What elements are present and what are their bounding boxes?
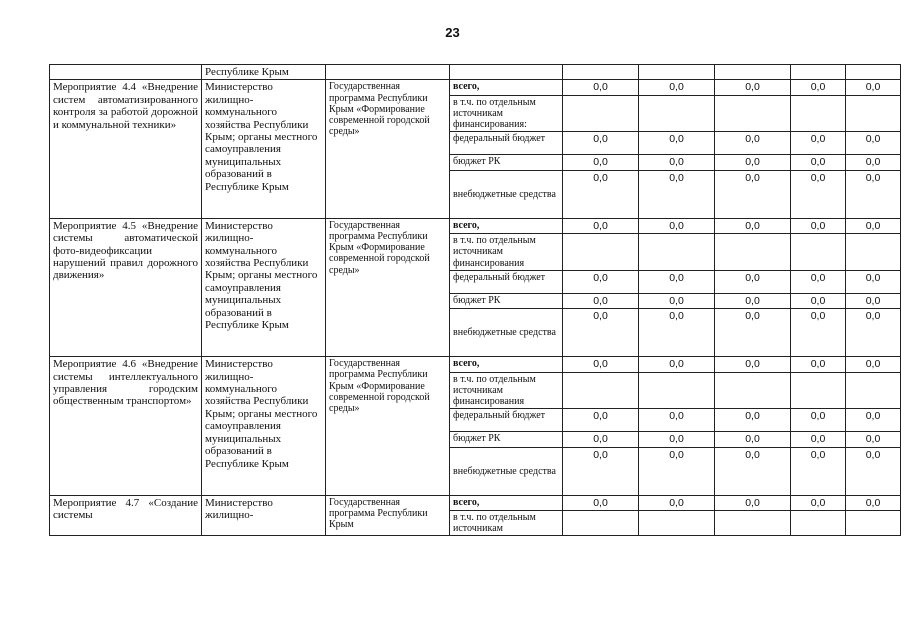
value-cell (563, 372, 639, 409)
value-cell (639, 372, 715, 409)
funding-source-cell: в т.ч. по отдельным источникам (450, 511, 563, 536)
value-cell: 0,0 (563, 80, 639, 95)
funding-table (49, 64, 901, 536)
value-cell: 0,0 (715, 170, 791, 218)
value-cell: 0,0 (715, 495, 791, 510)
value-cell: 0,0 (846, 409, 901, 432)
value-cell: 0,0 (639, 495, 715, 510)
funding-source-cell: всего, (450, 357, 563, 372)
value-cell: 0,0 (715, 409, 791, 432)
value-cell (846, 95, 901, 132)
value-cell: 0,0 (791, 170, 846, 218)
value-cell: 0,0 (715, 293, 791, 308)
value-cell (715, 95, 791, 132)
value-cell: 0,0 (639, 309, 715, 357)
value-cell: 0,0 (639, 293, 715, 308)
value-cell: 0,0 (846, 170, 901, 218)
value-cell: 0,0 (715, 447, 791, 495)
program-cell: Государственная программа Республики Крым «Формирование современной городской среды» (326, 357, 450, 495)
value-cell: 0,0 (846, 357, 901, 372)
executor-cell: Министерство жилищно-коммунального хозяйства Республики Крым; органы местного самоуправления муниципальных образований в Республике Крым (202, 357, 326, 495)
program-cell: Государственная программа Республики Крым (326, 495, 450, 536)
value-cell: 0,0 (715, 270, 791, 293)
funding-source-cell: всего, (450, 495, 563, 510)
value-cell: 0,0 (846, 80, 901, 95)
value-cell: 0,0 (639, 170, 715, 218)
table-row (50, 80, 901, 95)
event-cell: Мероприятие 4.7 «Создание системы (50, 495, 202, 536)
value-cell: 0,0 (715, 80, 791, 95)
value-cell: 0,0 (791, 293, 846, 308)
value-cell: 0,0 (563, 409, 639, 432)
value-cell (791, 95, 846, 132)
funding-source-cell: бюджет РК (450, 293, 563, 308)
value-cell: 0,0 (639, 270, 715, 293)
value-cell: 0,0 (563, 270, 639, 293)
value-cell: 0,0 (846, 270, 901, 293)
event-cell: Мероприятие 4.5 «Внедрение системы автоматической фото-видеофиксации нарушений правил дорожного движения» (50, 218, 202, 356)
value-cell (791, 511, 846, 536)
value-cell (639, 95, 715, 132)
funding-source-cell: внебюджетные средства (450, 447, 563, 495)
value-cell (846, 234, 901, 271)
event-cell: Мероприятие 4.4 «Внедрение систем автоматизированного контроля за работой дорожной и коммунальной техники» (50, 80, 202, 218)
value-cell (715, 372, 791, 409)
program-cell: Государственная программа Республики Крым «Формирование современной городской среды» (326, 218, 450, 356)
funding-source-cell: в т.ч. по отдельным источникам финансирования (450, 234, 563, 271)
value-cell: 0,0 (791, 495, 846, 510)
funding-source-cell: бюджет РК (450, 432, 563, 447)
value-cell: 0,0 (639, 357, 715, 372)
funding-source-cell: всего, (450, 80, 563, 95)
value-cell: 0,0 (791, 155, 846, 170)
value-cell (563, 234, 639, 271)
value-cell: 0,0 (563, 155, 639, 170)
value-cell: 0,0 (715, 155, 791, 170)
funding-source-cell: внебюджетные средства (450, 170, 563, 218)
funding-source-cell: федеральный бюджет (450, 409, 563, 432)
value-cell: 0,0 (791, 80, 846, 95)
value-cell: 0,0 (715, 132, 791, 155)
value-cell: 0,0 (639, 432, 715, 447)
value-cell: 0,0 (791, 357, 846, 372)
value-cell: 0,0 (846, 293, 901, 308)
value-cell: 0,0 (563, 447, 639, 495)
value-cell: 0,0 (791, 132, 846, 155)
funding-source-cell: федеральный бюджет (450, 132, 563, 155)
value-cell (715, 511, 791, 536)
funding-source-cell: в т.ч. по отдельным источникам финансирования (450, 372, 563, 409)
table-row (50, 218, 901, 233)
value-cell (563, 511, 639, 536)
value-cell: 0,0 (846, 132, 901, 155)
value-cell: 0,0 (563, 432, 639, 447)
value-cell: 0,0 (846, 155, 901, 170)
executor-cell: Министерство жилищно- (202, 495, 326, 536)
value-cell: 0,0 (639, 218, 715, 233)
value-cell: 0,0 (791, 409, 846, 432)
value-cell (639, 234, 715, 271)
value-cell: 0,0 (639, 80, 715, 95)
value-cell: 0,0 (563, 170, 639, 218)
value-cell: 0,0 (563, 495, 639, 510)
value-cell: 0,0 (791, 270, 846, 293)
value-cell (639, 511, 715, 536)
value-cell: 0,0 (846, 218, 901, 233)
value-cell (563, 95, 639, 132)
funding-source-cell: бюджет РК (450, 155, 563, 170)
value-cell: 0,0 (791, 447, 846, 495)
value-cell (846, 372, 901, 409)
value-cell (715, 234, 791, 271)
program-cell: Государственная программа Республики Крым «Формирование современной городской среды» (326, 80, 450, 218)
funding-source-cell: федеральный бюджет (450, 270, 563, 293)
value-cell: 0,0 (715, 309, 791, 357)
value-cell: 0,0 (846, 447, 901, 495)
page-number: 23 (445, 25, 460, 40)
value-cell: 0,0 (846, 495, 901, 510)
value-cell: 0,0 (563, 357, 639, 372)
executor-cell: Республике Крым (202, 65, 326, 80)
value-cell: 0,0 (715, 357, 791, 372)
value-cell: 0,0 (639, 447, 715, 495)
value-cell: 0,0 (639, 409, 715, 432)
value-cell: 0,0 (563, 132, 639, 155)
value-cell: 0,0 (846, 432, 901, 447)
event-cell: Мероприятие 4.6 «Внедрение системы интеллектуального управления городским общественным транспортом» (50, 357, 202, 495)
value-cell: 0,0 (791, 309, 846, 357)
value-cell: 0,0 (639, 132, 715, 155)
value-cell (846, 511, 901, 536)
value-cell: 0,0 (715, 432, 791, 447)
funding-source-cell: всего, (450, 218, 563, 233)
value-cell (791, 234, 846, 271)
value-cell (791, 372, 846, 409)
value-cell: 0,0 (791, 218, 846, 233)
value-cell: 0,0 (791, 432, 846, 447)
value-cell: 0,0 (846, 309, 901, 357)
value-cell: 0,0 (639, 155, 715, 170)
value-cell: 0,0 (563, 293, 639, 308)
executor-cell: Министерство жилищно-коммунального хозяйства Республики Крым; органы местного самоуправления муниципальных образований в Республике Крым (202, 80, 326, 218)
value-cell: 0,0 (563, 218, 639, 233)
table-row-continuation (50, 65, 901, 80)
table-row (50, 495, 901, 510)
executor-cell: Министерство жилищно-коммунального хозяйства Республики Крым; органы местного самоуправления муниципальных образований в Республике Крым (202, 218, 326, 356)
value-cell: 0,0 (715, 218, 791, 233)
funding-source-cell: в т.ч. по отдельным источникам финансирования: (450, 95, 563, 132)
value-cell: 0,0 (563, 309, 639, 357)
funding-source-cell: внебюджетные средства (450, 309, 563, 357)
table-row (50, 357, 901, 372)
